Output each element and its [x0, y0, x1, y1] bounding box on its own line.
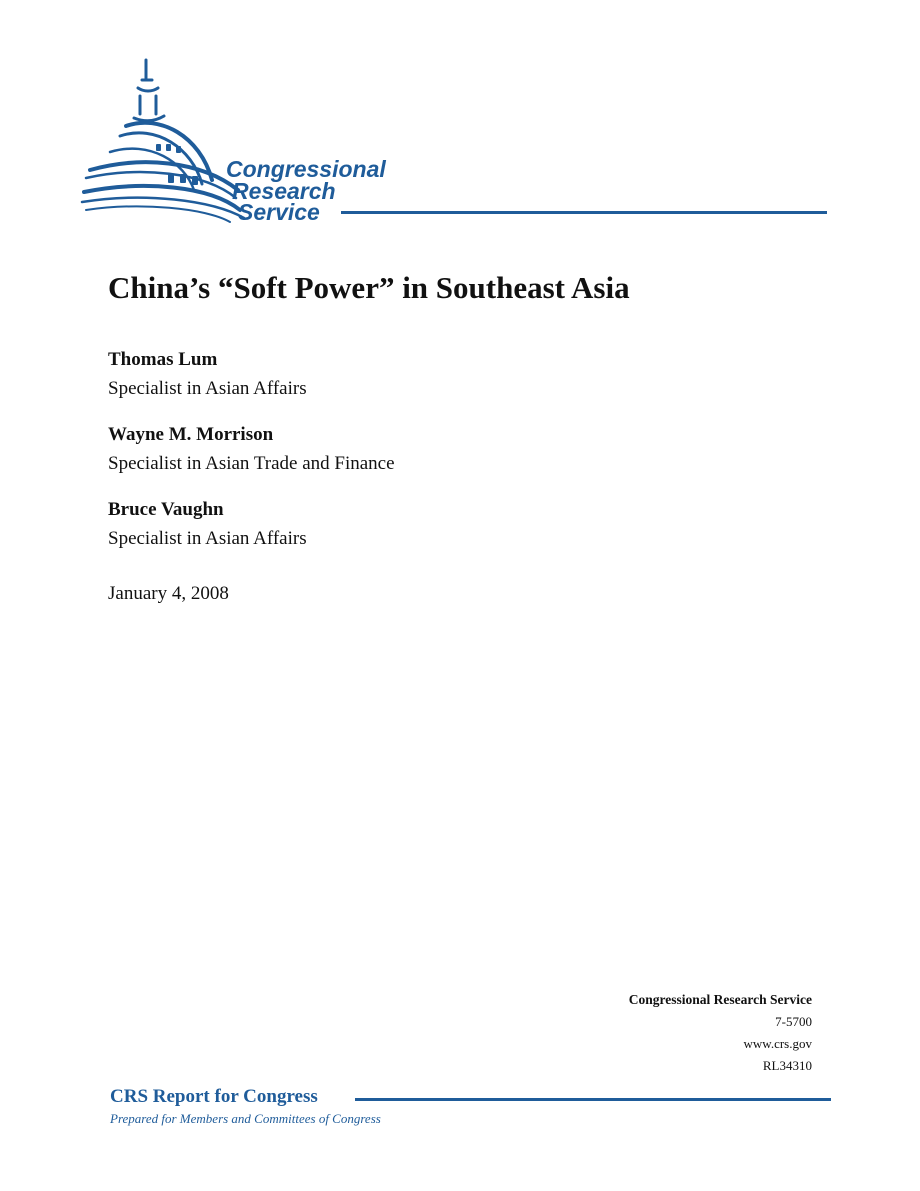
crs-website: www.crs.gov — [743, 1036, 812, 1051]
logo-divider — [341, 211, 827, 214]
crs-phone: 7-5700 — [775, 1014, 812, 1029]
logo-text-service: Service — [238, 199, 320, 225]
crs-name: Congressional Research Service — [628, 992, 812, 1007]
footer-title: CRS Report for Congress — [110, 1086, 318, 1107]
footer-subtitle: Prepared for Members and Committees of Congress — [110, 1111, 381, 1126]
logo-text-congressional: Congressional — [226, 156, 386, 182]
crs-report-number: RL34310 — [762, 1058, 812, 1073]
crs-info-block — [512, 990, 812, 1076]
author-role: Specialist in Asian Affairs — [108, 528, 307, 549]
report-date: January 4, 2008 — [108, 583, 229, 604]
author-role: Specialist in Asian Affairs — [108, 378, 307, 399]
capitol-dome-icon — [80, 52, 840, 232]
author-role: Specialist in Asian Trade and Finance — [108, 453, 395, 474]
logo-text-research: Research — [232, 178, 336, 204]
report-title: China’s “Soft Power” in Southeast Asia — [108, 270, 630, 305]
author-name: Thomas Lum — [108, 349, 218, 370]
footer-divider — [355, 1098, 831, 1101]
author-name: Bruce Vaughn — [108, 499, 224, 520]
author-name: Wayne M. Morrison — [108, 424, 274, 445]
